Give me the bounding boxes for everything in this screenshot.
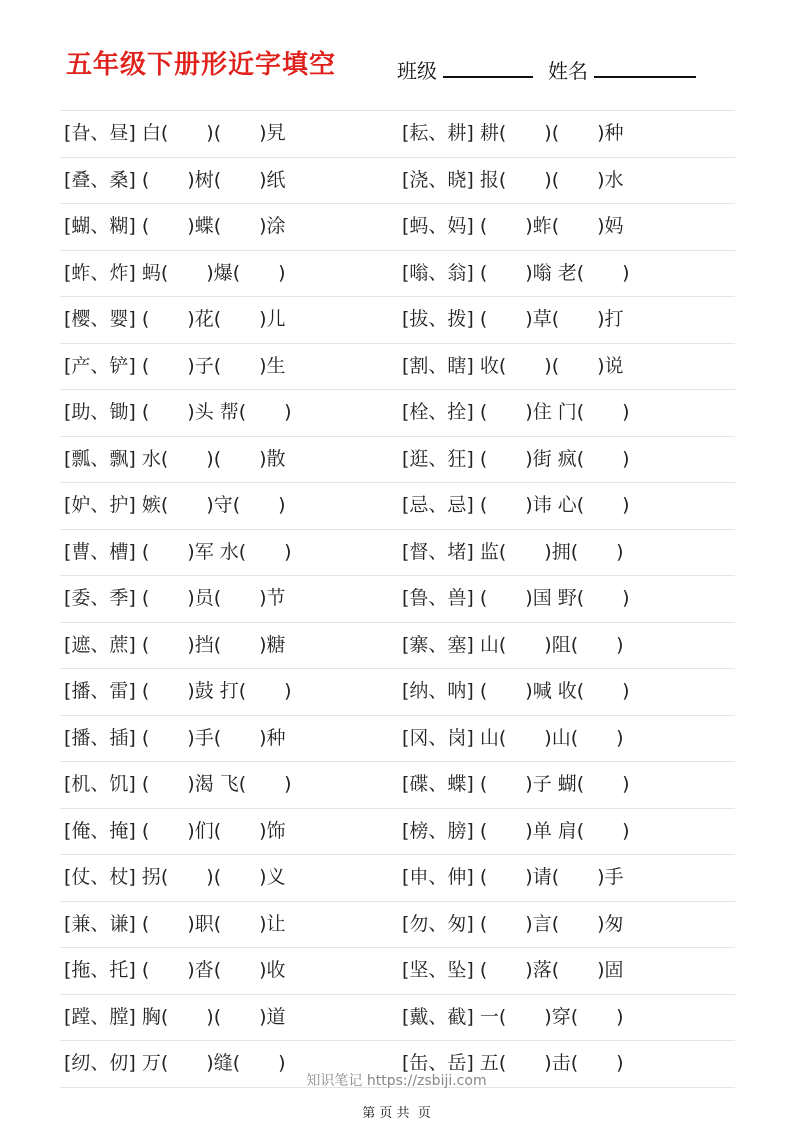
exercise-row [60, 344, 735, 391]
exercise-right: [栓、拴] ( )住 门( ) [402, 401, 630, 423]
exercise-left: [仗、杖] 拐( )( )义 [64, 866, 286, 888]
exercise-row [60, 995, 735, 1042]
exercise-row [60, 158, 735, 205]
exercise-row [60, 390, 735, 437]
name-label: 姓名 [548, 59, 588, 83]
exercise-left: [机、饥] ( )渴 飞( ) [64, 773, 292, 795]
exercise-right: [碟、蝶] ( )子 蝴( ) [402, 773, 630, 795]
exercise-right: [嗡、翁] ( )嗡 老( ) [402, 261, 630, 284]
exercise-row [60, 297, 735, 344]
exercise-left: [播、插] ( )手( )种 [64, 726, 286, 749]
exercise-left: [播、雷] ( )鼓 打( ) [64, 680, 292, 702]
exercise-left: [委、季] ( )员( )节 [64, 587, 286, 609]
watermark: 知识笔记 https://zsbiji.com [306, 1073, 487, 1089]
exercise-left: [拖、托] ( )沓( )收 [64, 959, 286, 981]
exercise-row [60, 716, 735, 763]
exercise-right: [逛、狂] ( )街 疯( ) [402, 447, 630, 470]
exercise-left: [遮、蔗] ( )挡( )糖 [64, 633, 286, 656]
exercise-row [60, 809, 735, 856]
exercise-list [60, 110, 735, 1088]
exercise-left: [兼、谦] ( )职( )让 [64, 912, 286, 935]
exercise-left: [俺、掩] ( )们( )饰 [64, 819, 286, 842]
exercise-row [60, 762, 735, 809]
exercise-right: [勿、匆] ( )言( )匆 [402, 912, 624, 935]
exercise-right: [申、伸] ( )请( )手 [402, 866, 624, 888]
exercise-left: [纫、仞] 万( )缝( ) [64, 1052, 286, 1074]
name-blank-line [594, 56, 696, 78]
exercise-left: [产、铲] ( )子( )生 [64, 354, 286, 377]
exercise-right: [蚂、妈] ( )蚱( )妈 [402, 215, 624, 237]
exercise-left: [蹚、膛] 胸( )( )道 [64, 1005, 286, 1028]
exercise-right: [耘、耕] 耕( )( )种 [402, 122, 624, 144]
class-field [397, 55, 533, 84]
exercise-row [60, 111, 735, 158]
exercise-row [60, 948, 735, 995]
exercise-row [60, 437, 735, 484]
exercise-row [60, 855, 735, 902]
exercise-row [60, 902, 735, 949]
name-field [548, 55, 696, 84]
exercise-right: [割、瞎] 收( )( )说 [402, 354, 624, 377]
exercise-left: [助、锄] ( )头 帮( ) [64, 401, 292, 423]
exercise-left: [樱、婴] ( )花( )儿 [64, 308, 286, 330]
exercise-row [60, 530, 735, 577]
exercise-row [60, 669, 735, 716]
exercise-right: [浇、晓] 报( )( )水 [402, 168, 624, 191]
exercise-right: [坚、坠] ( )落( )固 [402, 959, 624, 981]
exercise-row [60, 251, 735, 298]
exercise-right: [拔、拨] ( )草( )打 [402, 308, 624, 330]
exercise-right: [督、堵] 监( )拥( ) [402, 540, 624, 563]
exercise-right: [冈、岗] 山( )山( ) [402, 726, 624, 749]
exercise-left: [曹、槽] ( )军 水( ) [64, 540, 292, 563]
class-blank-line [443, 56, 533, 78]
class-label: 班级 [397, 59, 437, 83]
exercise-right: [鲁、兽] ( )国 野( ) [402, 587, 630, 609]
page-title: 五年级下册形近字填空 [66, 50, 337, 80]
exercise-left: [妒、护] 嫉( )守( ) [64, 494, 286, 516]
exercise-right: [缶、岳] 五( )击( ) [402, 1052, 624, 1074]
exercise-right: [戴、截] 一( )穿( ) [402, 1005, 624, 1028]
exercise-left: [蚱、炸] 蚂( )爆( ) [64, 261, 286, 284]
exercise-left: [瓢、飘] 水( )( )散 [64, 447, 286, 470]
exercise-left: [叠、桑] ( )树( )纸 [64, 168, 286, 191]
exercise-right: [榜、膀] ( )单 肩( ) [402, 819, 630, 842]
exercise-row [60, 623, 735, 670]
page-footer: 第 页 共 页 [362, 1106, 431, 1121]
exercise-right: [纳、呐] ( )喊 收( ) [402, 680, 630, 702]
exercise-right: [寨、塞] 山( )阻( ) [402, 633, 624, 656]
exercise-row [60, 204, 735, 251]
exercise-left: [蝴、糊] ( )蝶( )涂 [64, 215, 286, 237]
exercise-row [60, 483, 735, 530]
exercise-left: [旮、昼] 白( )( )旯 [64, 122, 286, 144]
exercise-row [60, 576, 735, 623]
exercise-right: [忌、忌] ( )讳 心( ) [402, 494, 630, 516]
